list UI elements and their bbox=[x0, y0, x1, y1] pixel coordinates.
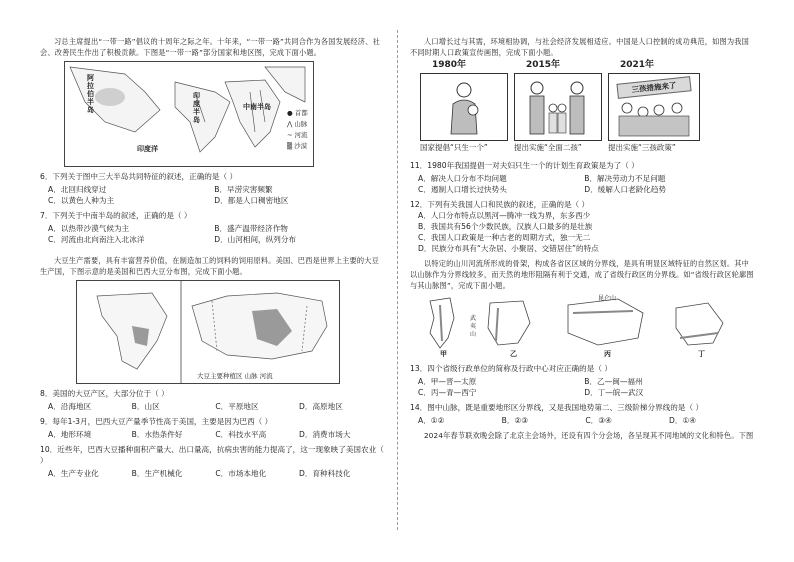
question-6-stem: 6．下列关于图中三大半岛共同特征的叙述，正确的是（ ） bbox=[40, 172, 238, 181]
option-12b[interactable]: B．我国共有56个少数民族，汉族人口最多的是壮族 bbox=[418, 222, 593, 231]
question-10-stem: 10．近些年，巴西大豆播种面积产量大、出口量高，抗病虫害的能力提高了，这一现象映了美国农业（ ） bbox=[40, 445, 384, 465]
option-8b[interactable]: B．山区 bbox=[131, 402, 160, 411]
option-10b[interactable]: B．生产机械化 bbox=[131, 469, 183, 478]
question-8-stem: 8．美国的大豆产区，大部分位于（ ） bbox=[40, 389, 169, 398]
legend-desert: ▒ 沙漠 bbox=[287, 142, 308, 150]
option-11a[interactable]: A．解决人口分布不均问题 bbox=[418, 174, 507, 183]
legend-mountain: ⋀ 山脉 bbox=[287, 120, 308, 128]
poster-year-1980: 1980年 bbox=[432, 60, 467, 70]
belt-road-map bbox=[64, 61, 314, 167]
label-arabian-peninsula: 阿拉伯半岛 bbox=[87, 74, 94, 114]
question-11 bbox=[410, 160, 754, 195]
option-9c[interactable]: C．科技水平高 bbox=[215, 430, 267, 439]
question-13-stem: 13．四个省级行政单位的简称及行政中心对应正确的是（ ） bbox=[410, 364, 612, 373]
option-14b[interactable]: B．②③ bbox=[501, 416, 529, 425]
population-posters bbox=[420, 60, 720, 156]
option-7c[interactable]: C．河流由北向南注入北冰洋 bbox=[48, 235, 145, 244]
question-14-stem: 14．图中山脉，既是重要地形区分界线，又是我国地势第二、三级阶梯分界线的是（ ） bbox=[410, 403, 704, 412]
poster-year-2021: 2021年 bbox=[620, 60, 655, 70]
poster-caption-1980: 国家提倡“只生一个” bbox=[420, 143, 488, 152]
option-14d[interactable]: D．①④ bbox=[669, 416, 697, 425]
intro-population: 人口增长过与其需，环境相协调，与社会经济发展相适应。中国是人口控制的成功典范，如图为我国不同时期人口政策宣传画图，完成下面小题。 bbox=[410, 37, 750, 57]
question-12-options bbox=[410, 210, 754, 254]
province-outlines-svg bbox=[418, 293, 736, 359]
option-12a[interactable]: A．人口分布特点以黑河—腾冲一线为界，东多西少 bbox=[418, 211, 591, 220]
question-12-stem: 12．下列有关我国人口和民族的叙述，正确的是（ ） bbox=[410, 200, 590, 209]
poster-2015 bbox=[514, 73, 602, 141]
soybean-map-caption: 大豆主要种植区 山脉 河流 bbox=[197, 372, 273, 380]
option-11c[interactable]: C．遏制人口增长过快势头 bbox=[418, 185, 507, 194]
option-6c[interactable]: C．以黄色人种为主 bbox=[48, 196, 115, 205]
question-8 bbox=[40, 388, 384, 412]
option-14c[interactable]: C．③④ bbox=[585, 416, 612, 425]
map1-legend bbox=[287, 108, 319, 152]
soybean-maps bbox=[76, 280, 340, 384]
poster-2021 bbox=[608, 73, 700, 141]
question-6 bbox=[40, 171, 384, 206]
province-label-ding: 丁 bbox=[698, 350, 705, 358]
option-13b[interactable]: B．乙—闽—福州 bbox=[584, 377, 643, 386]
question-13-options bbox=[410, 376, 754, 398]
option-14a[interactable]: A．①② bbox=[418, 416, 445, 425]
option-9b[interactable]: B．水热条件好 bbox=[131, 430, 183, 439]
option-10c[interactable]: C．市场本地化 bbox=[215, 469, 267, 478]
soybean-maps-svg bbox=[77, 281, 339, 383]
option-13c[interactable]: C．丙—青—西宁 bbox=[418, 388, 477, 397]
option-9d[interactable]: D．消费市场大 bbox=[299, 430, 351, 439]
option-6b[interactable]: B．早涝灾害频繁 bbox=[214, 185, 273, 194]
legend-river: ∼ 河流 bbox=[287, 131, 308, 139]
question-7-options bbox=[40, 223, 384, 245]
option-9a[interactable]: A．地形环境 bbox=[48, 430, 92, 439]
question-12 bbox=[410, 199, 754, 254]
mountain-label-kunlun: 昆仑山 bbox=[598, 295, 617, 302]
right-column bbox=[410, 36, 754, 441]
option-7d[interactable]: D．山河相间，纵列分布 bbox=[214, 235, 297, 244]
option-12d[interactable]: D．民族分布具有“大杂居、小聚居、交错居住”的特点 bbox=[418, 244, 599, 253]
province-label-yi: 乙 bbox=[510, 350, 517, 358]
poster-1980 bbox=[420, 73, 508, 141]
poster-caption-2015: 提出实施“全面二孩” bbox=[514, 143, 582, 152]
option-7b[interactable]: B．盛产温带经济作物 bbox=[214, 224, 288, 233]
option-6a[interactable]: A．北回归线穿过 bbox=[48, 185, 107, 194]
option-10d[interactable]: D．育种科技化 bbox=[299, 469, 351, 478]
label-indian-peninsula: 印度半岛 bbox=[193, 92, 200, 124]
question-11-options bbox=[410, 173, 754, 195]
question-9-stem: 9．每年1-3月，巴西大豆产量季节性高于美国，主要是因为巴西（ ） bbox=[40, 417, 273, 426]
option-8a[interactable]: A．沿海地区 bbox=[48, 402, 92, 411]
question-11-stem: 11．1980年我国提倡一对夫妇只生一个的计划生育政策是为了（ ） bbox=[410, 161, 639, 170]
left-column bbox=[40, 36, 384, 479]
intro-provinces: 以特定的山川河流所形成的骨架，构成各省区区域的分界线，是具有明显区域特征的自然区划。其中以山脉作为分界线较多，而天然的地形阻隔有利于交通，成了省级行政区的分界线。如“省级行政区轮廓图与其山脉图”，完成下面小题。 bbox=[410, 259, 754, 290]
intro-spring-gala: 2024年春节联欢晚会除了北京主会场外，还设有四个分会场，各呈现其不同地域的文化和特色。下图 bbox=[424, 431, 754, 440]
question-13 bbox=[410, 363, 754, 398]
belt-road-map-svg bbox=[65, 62, 313, 166]
option-11b[interactable]: B．解决劳动力不足问题 bbox=[584, 174, 666, 183]
option-6d[interactable]: D．都是人口稠密地区 bbox=[214, 196, 289, 205]
option-10a[interactable]: A．生产专业化 bbox=[48, 469, 99, 478]
question-8-options bbox=[40, 401, 384, 412]
poster-1980-figure bbox=[421, 74, 507, 140]
poster-2015-figure bbox=[515, 74, 601, 140]
column-divider bbox=[397, 30, 398, 530]
poster-year-2015: 2015年 bbox=[526, 60, 561, 70]
intro-soybean: 大豆生产需要，具有丰富营养价值，在制造加工的饲料的饲用原料。美国、巴西是世界上主要的大豆生产国，下图示意的是美国和巴西大豆分布图，完成下面小题。 bbox=[40, 256, 380, 276]
question-7-stem: 7．下列关于中南半岛的叙述，正确的是（ ） bbox=[40, 211, 192, 220]
option-11d[interactable]: D．缓解人口老龄化趋势 bbox=[584, 185, 667, 194]
question-7 bbox=[40, 210, 384, 245]
province-label-bing: 丙 bbox=[604, 350, 611, 358]
option-8d[interactable]: D．高原地区 bbox=[299, 402, 343, 411]
legend-capital: ● 首都 bbox=[287, 109, 308, 117]
label-indian-ocean: 印度洋 bbox=[137, 145, 158, 153]
poster-caption-2021: 提出实施“三孩政策” bbox=[608, 143, 676, 152]
question-9 bbox=[40, 416, 384, 440]
poster-2021-banner: 三孩措施来了 bbox=[616, 76, 691, 99]
option-8c[interactable]: C．平原地区 bbox=[215, 402, 259, 411]
question-9-options bbox=[40, 429, 384, 440]
question-10 bbox=[40, 444, 384, 479]
option-13d[interactable]: D．丁—皖—武汉 bbox=[584, 388, 644, 397]
question-10-options bbox=[40, 468, 384, 479]
intro-belt-road: 习总主席提出“一带一路”倡议的十周年之际之年。十年来，“一带一路”共同合作为各国发展经济、社会、改善民生作出了积极贡献。下图是“一带一路”部分国家和地区图，完成下面小题。 bbox=[40, 37, 380, 57]
province-label-jia: 甲 bbox=[440, 350, 447, 358]
province-outlines bbox=[418, 293, 736, 359]
option-7a[interactable]: A．以热带沙漠气候为主 bbox=[48, 224, 130, 233]
option-13a[interactable]: A．甲—晋—太原 bbox=[418, 377, 477, 386]
label-indochina-peninsula: 中南半岛 bbox=[243, 103, 271, 111]
mountain-label-wuyi: 武夷山 bbox=[470, 315, 477, 338]
question-14 bbox=[410, 402, 754, 426]
option-12c[interactable]: C．我国人口政策是一种古老的周期方式，独一无二 bbox=[418, 233, 591, 242]
question-6-options bbox=[40, 184, 384, 206]
question-14-options bbox=[410, 415, 754, 426]
